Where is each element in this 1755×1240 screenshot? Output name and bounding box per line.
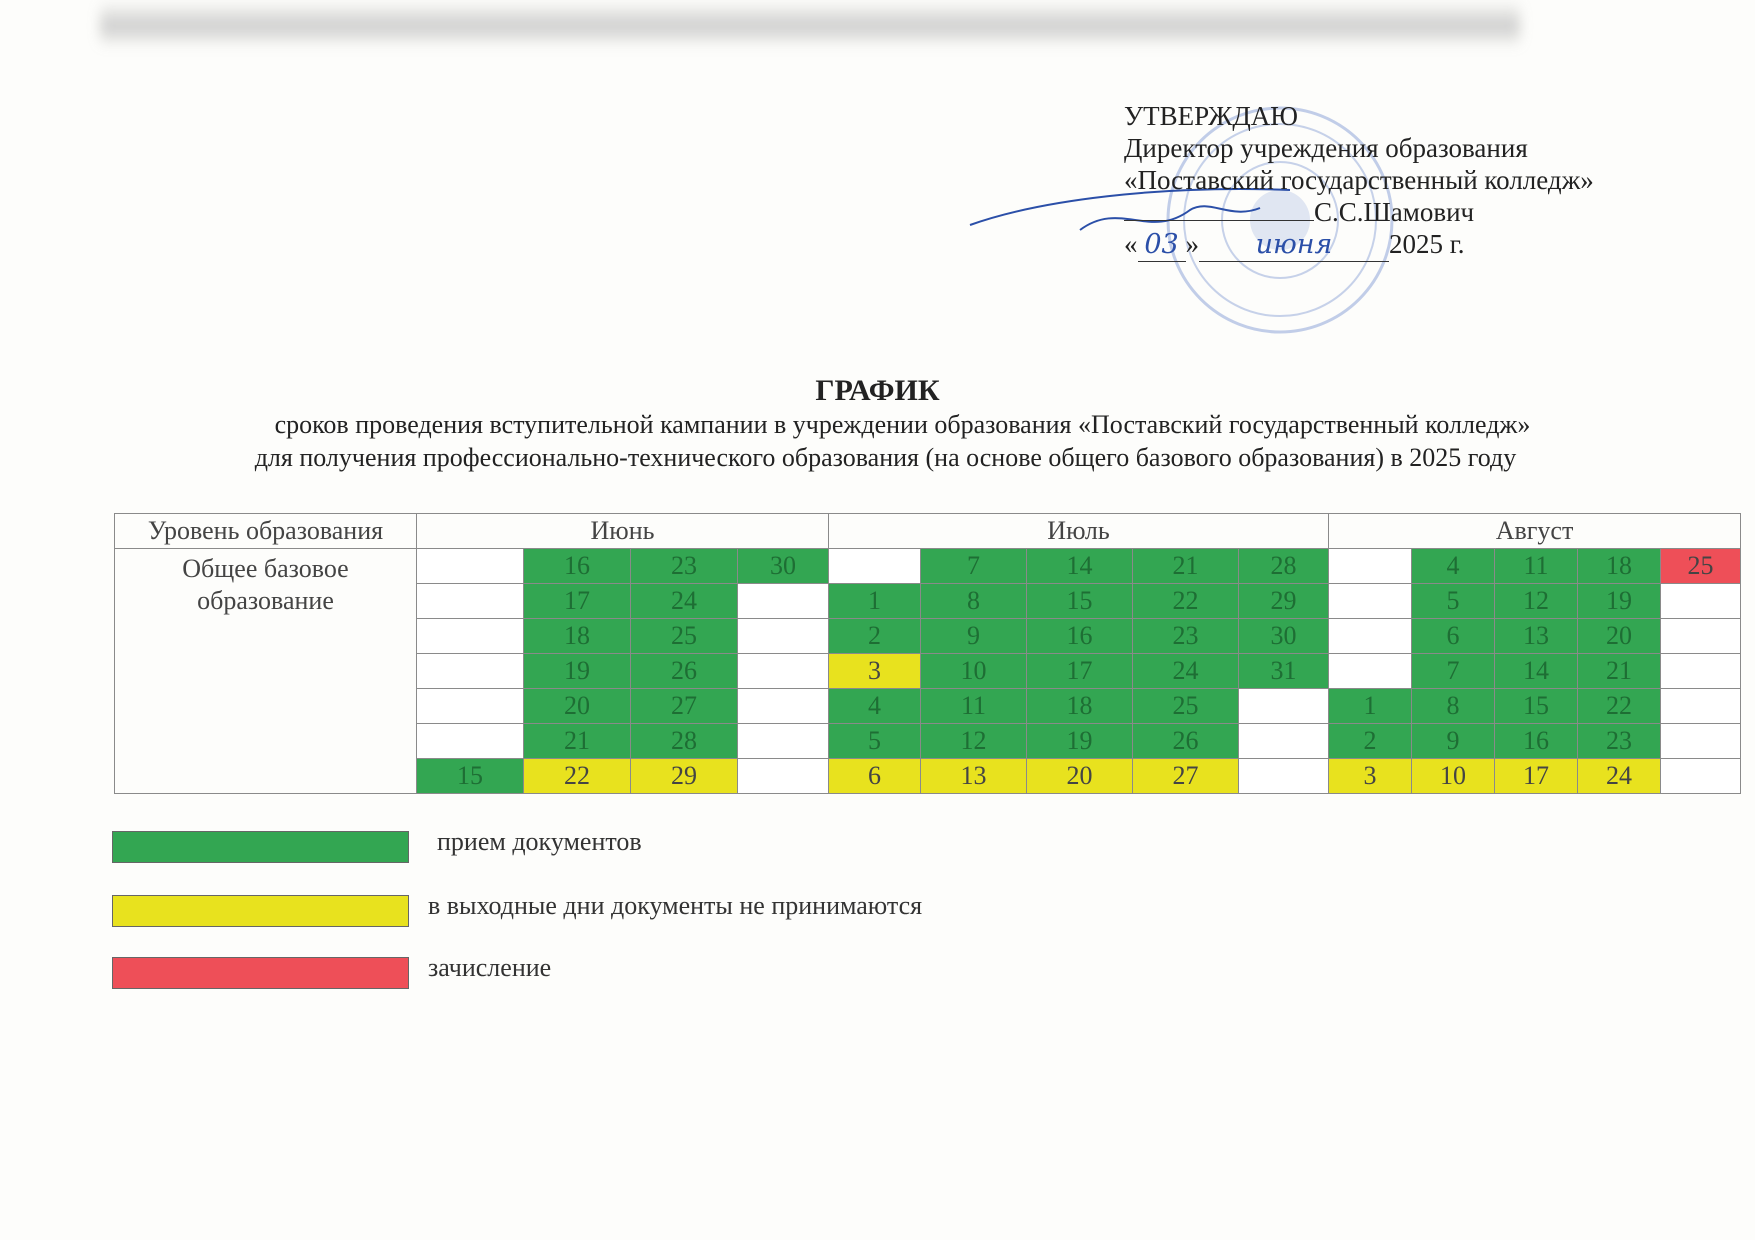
date-cell bbox=[738, 724, 829, 759]
date-cell: 12 bbox=[1495, 584, 1578, 619]
date-cell: 26 bbox=[631, 654, 738, 689]
date-cell: 3 bbox=[829, 654, 921, 689]
legend-swatch bbox=[112, 957, 409, 989]
date-month: июня bbox=[1199, 229, 1389, 262]
date-cell: 24 bbox=[631, 584, 738, 619]
date-cell: 12 bbox=[921, 724, 1027, 759]
date-cell: 2 bbox=[829, 619, 921, 654]
date-cell: 13 bbox=[921, 759, 1027, 794]
date-cell bbox=[738, 619, 829, 654]
date-cell: 18 bbox=[1027, 689, 1133, 724]
education-level-cell: Общее базовое образование bbox=[115, 549, 417, 794]
date-cell: 5 bbox=[1412, 584, 1495, 619]
approval-block bbox=[1124, 100, 1684, 262]
date-open-quote: « bbox=[1124, 229, 1138, 259]
date-cell: 26 bbox=[1133, 724, 1239, 759]
date-cell bbox=[1329, 584, 1412, 619]
table-row bbox=[115, 549, 1741, 584]
date-cell bbox=[417, 619, 524, 654]
signature-line bbox=[1124, 196, 1684, 228]
date-cell: 6 bbox=[829, 759, 921, 794]
document-subtitle-line1: сроков проведения вступительной кампании в учреждении образования «Поставский государственный колледж» bbox=[274, 410, 1531, 439]
date-cell: 24 bbox=[1133, 654, 1239, 689]
date-cell: 4 bbox=[829, 689, 921, 724]
date-cell bbox=[1329, 654, 1412, 689]
date-cell: 10 bbox=[921, 654, 1027, 689]
date-cell: 27 bbox=[631, 689, 738, 724]
date-cell: 7 bbox=[1412, 654, 1495, 689]
date-cell: 19 bbox=[524, 654, 631, 689]
date-cell: 4 bbox=[1412, 549, 1495, 584]
date-cell: 9 bbox=[921, 619, 1027, 654]
legend-label: прием документов bbox=[437, 827, 642, 856]
date-cell bbox=[1329, 549, 1412, 584]
date-cell: 15 bbox=[417, 759, 524, 794]
date-cell: 5 bbox=[829, 724, 921, 759]
date-cell bbox=[1239, 689, 1329, 724]
date-cell: 22 bbox=[1578, 689, 1661, 724]
date-cell bbox=[738, 689, 829, 724]
date-cell: 14 bbox=[1495, 654, 1578, 689]
date-cell bbox=[1239, 759, 1329, 794]
date-cell: 1 bbox=[829, 584, 921, 619]
legend-swatch bbox=[112, 895, 409, 927]
date-cell: 9 bbox=[1412, 724, 1495, 759]
date-cell bbox=[1329, 619, 1412, 654]
date-cell: 15 bbox=[1027, 584, 1133, 619]
date-cell: 17 bbox=[1027, 654, 1133, 689]
date-cell bbox=[829, 549, 921, 584]
date-cell: 11 bbox=[921, 689, 1027, 724]
date-cell: 16 bbox=[524, 549, 631, 584]
date-cell: 21 bbox=[524, 724, 631, 759]
approval-date bbox=[1124, 228, 1684, 262]
approval-institution: «Поставский государственный колледж» bbox=[1124, 165, 1594, 195]
date-cell: 16 bbox=[1495, 724, 1578, 759]
date-cell: 27 bbox=[1133, 759, 1239, 794]
month-july-header: Июль bbox=[829, 514, 1329, 549]
month-august-header: Август bbox=[1329, 514, 1741, 549]
date-cell: 15 bbox=[1495, 689, 1578, 724]
date-cell: 2 bbox=[1329, 724, 1412, 759]
date-cell bbox=[738, 584, 829, 619]
date-cell bbox=[1661, 759, 1741, 794]
date-cell: 31 bbox=[1239, 654, 1329, 689]
date-cell: 10 bbox=[1412, 759, 1495, 794]
table-header-row bbox=[115, 514, 1741, 549]
date-cell: 20 bbox=[1027, 759, 1133, 794]
date-cell bbox=[1661, 689, 1741, 724]
date-cell: 17 bbox=[524, 584, 631, 619]
date-cell: 16 bbox=[1027, 619, 1133, 654]
date-cell: 23 bbox=[631, 549, 738, 584]
scan-shadow bbox=[100, 0, 1520, 48]
date-cell: 13 bbox=[1495, 619, 1578, 654]
date-cell bbox=[1661, 619, 1741, 654]
date-cell: 29 bbox=[1239, 584, 1329, 619]
date-cell bbox=[417, 549, 524, 584]
approval-heading: УТВЕРЖДАЮ bbox=[1124, 101, 1299, 131]
legend-label: зачисление bbox=[428, 953, 552, 982]
date-cell bbox=[738, 759, 829, 794]
date-year: 2025 г. bbox=[1389, 229, 1465, 259]
date-cell bbox=[1239, 724, 1329, 759]
date-cell: 21 bbox=[1133, 549, 1239, 584]
month-june-header: Июнь bbox=[417, 514, 829, 549]
legend-label: в выходные дни документы не принимаются bbox=[428, 891, 923, 920]
date-cell: 11 bbox=[1495, 549, 1578, 584]
date-cell: 25 bbox=[1133, 689, 1239, 724]
date-cell: 22 bbox=[524, 759, 631, 794]
date-close-quote: » bbox=[1185, 229, 1199, 259]
legend-swatch bbox=[112, 831, 409, 863]
date-cell bbox=[1661, 584, 1741, 619]
date-cell bbox=[417, 689, 524, 724]
date-cell: 1 bbox=[1329, 689, 1412, 724]
date-cell: 23 bbox=[1578, 724, 1661, 759]
date-cell: 20 bbox=[524, 689, 631, 724]
date-cell: 17 bbox=[1495, 759, 1578, 794]
signer-name: С.С.Шамович bbox=[1314, 197, 1475, 227]
date-cell: 30 bbox=[738, 549, 829, 584]
date-cell: 30 bbox=[1239, 619, 1329, 654]
date-cell: 25 bbox=[1661, 549, 1741, 584]
date-cell: 3 bbox=[1329, 759, 1412, 794]
schedule-table bbox=[114, 513, 1741, 794]
date-cell: 19 bbox=[1578, 584, 1661, 619]
date-cell bbox=[417, 584, 524, 619]
approval-position: Директор учреждения образования bbox=[1124, 133, 1528, 163]
date-cell bbox=[1661, 724, 1741, 759]
date-cell bbox=[417, 724, 524, 759]
date-cell: 20 bbox=[1578, 619, 1661, 654]
date-cell: 18 bbox=[524, 619, 631, 654]
date-cell: 6 bbox=[1412, 619, 1495, 654]
document-title: ГРАФИК bbox=[815, 374, 940, 407]
date-cell: 18 bbox=[1578, 549, 1661, 584]
level-header: Уровень образования bbox=[115, 514, 417, 549]
date-cell bbox=[738, 654, 829, 689]
date-cell: 14 bbox=[1027, 549, 1133, 584]
date-cell: 7 bbox=[921, 549, 1027, 584]
date-cell: 8 bbox=[921, 584, 1027, 619]
date-cell: 8 bbox=[1412, 689, 1495, 724]
date-cell: 19 bbox=[1027, 724, 1133, 759]
date-cell: 22 bbox=[1133, 584, 1239, 619]
date-cell: 21 bbox=[1578, 654, 1661, 689]
date-cell: 23 bbox=[1133, 619, 1239, 654]
date-cell: 29 bbox=[631, 759, 738, 794]
date-cell: 28 bbox=[1239, 549, 1329, 584]
date-cell: 24 bbox=[1578, 759, 1661, 794]
date-cell: 25 bbox=[631, 619, 738, 654]
date-cell bbox=[1661, 654, 1741, 689]
document-subtitle-line2: для получения профессионально-технического образования (на основе общего базового образования) в 2025 году bbox=[254, 443, 1517, 472]
date-day: 03 bbox=[1138, 229, 1186, 262]
date-cell bbox=[417, 654, 524, 689]
date-cell: 28 bbox=[631, 724, 738, 759]
